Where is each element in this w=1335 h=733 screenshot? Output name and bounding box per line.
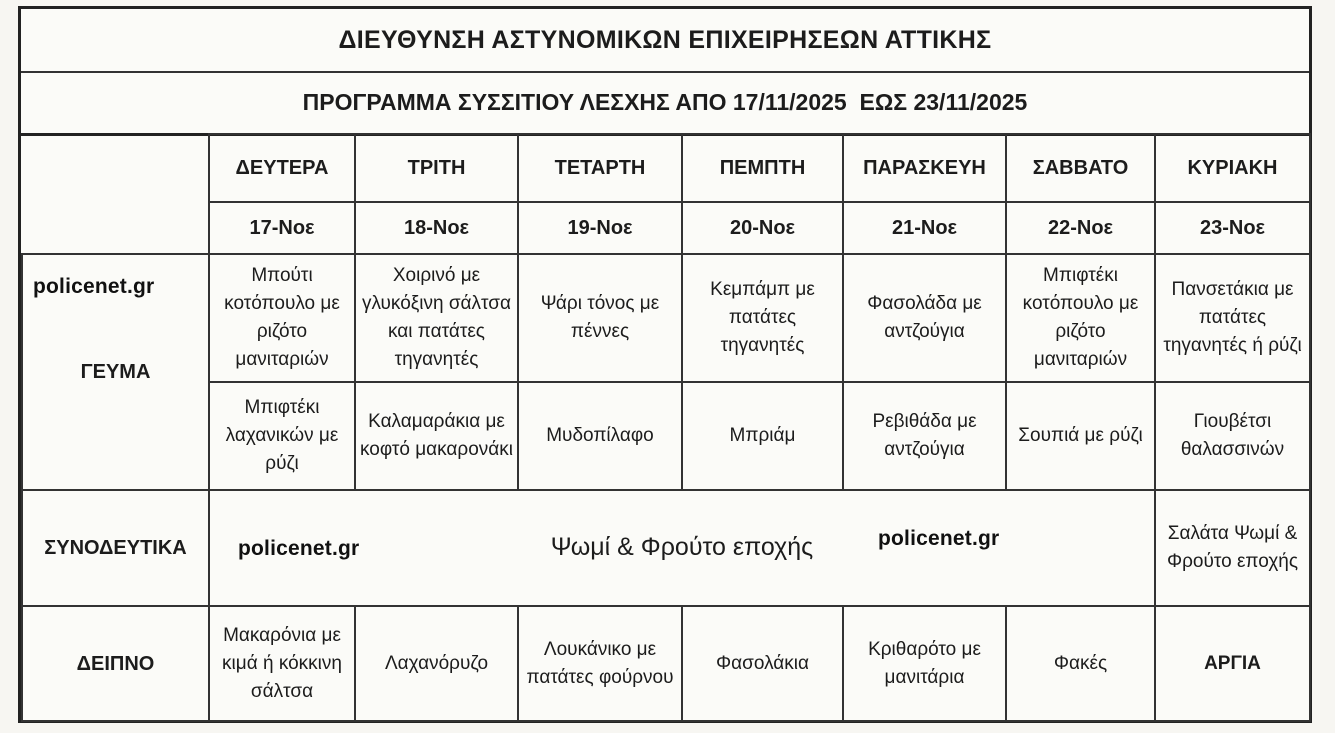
day-name: ΠΑΡΑΣΚΕΥΗ — [843, 134, 1006, 202]
dinner-cell: Φακές — [1006, 606, 1155, 721]
day-date: 23-Νοε — [1155, 202, 1310, 254]
lunch-cell: Μπούτι κοτόπουλο με ριζότο μανιταριών — [209, 254, 355, 382]
lunch-cell: Χοιρινό με γλυκόξινη σάλτσα και πατάτες τηγανητές — [355, 254, 518, 382]
lunch-alt-cell: Ρεβιθάδα με αντζούγια — [843, 382, 1006, 490]
dinner-cell: Κριθαρότο με μανιτάρια — [843, 606, 1006, 721]
day-date: 21-Νοε — [843, 202, 1006, 254]
subtitle-text: ΠΡΟΓΡΑΜΜΑ ΣΥΣΣΙΤΙΟΥ ΛΕΣΧΗΣ ΑΠΟ 17/11/2025 ΕΩΣ 23/11/2025 — [302, 88, 1028, 115]
day-name: ΠΕΜΠΤΗ — [682, 134, 843, 202]
menu-document — [18, 6, 1312, 723]
day-date: 19-Νοε — [518, 202, 682, 254]
title-text: ΔΙΕΥΘΥΝΣΗ ΑΣΤΥΝΟΜΙΚΩΝ ΕΠΙΧΕΙΡΗΣΕΩΝ ΑΤΤΙΚΗΣ — [338, 25, 992, 54]
lunch-label: ΓΕΥΜΑ — [80, 361, 151, 383]
lunch-alt-cell: Σουπιά με ρύζι — [1006, 382, 1155, 490]
lunch-alt-cell: Μυδοπίλαφο — [518, 382, 682, 490]
sides-row — [22, 490, 1310, 606]
lunch-alt-cell: Γιουβέτσι θαλασσινών — [1155, 382, 1310, 490]
menu-table — [21, 133, 1311, 722]
dinner-cell: Φασολάκια — [682, 606, 843, 721]
dinner-cell: Μακαρόνια με κιμά ή κόκκινη σάλτσα — [209, 606, 355, 721]
lunch-row-1 — [22, 254, 1310, 382]
lunch-alt-cell: Καλαμαράκια με κοφτό μακαρονάκι — [355, 382, 518, 490]
lunch-cell: Κεμπάμπ με πατάτες τηγανητές — [682, 254, 843, 382]
document-subtitle — [21, 71, 1309, 136]
lunch-alt-cell: Μπιφτέκι λαχανικών με ρύζι — [209, 382, 355, 490]
dinner-label: ΔΕΙΠΝΟ — [22, 606, 209, 721]
lunch-alt-cell: Μπριάμ — [682, 382, 843, 490]
day-date: 17-Νοε — [209, 202, 355, 254]
day-dates-row — [22, 202, 1310, 254]
sides-label: ΣΥΝΟΔΕΥΤΙΚΑ — [22, 490, 209, 606]
sides-weekdays-cell — [209, 490, 1155, 606]
watermark: policenet.gr — [33, 275, 155, 298]
day-name: ΣΑΒΒΑΤΟ — [1006, 134, 1155, 202]
day-date: 22-Νοε — [1006, 202, 1155, 254]
lunch-row-2 — [22, 382, 1310, 490]
document-title — [21, 9, 1309, 73]
lunch-cell: Ψάρι τόνος με πέννες — [518, 254, 682, 382]
sides-weekdays-text: Ψωμί & Φρούτο εποχής — [550, 532, 814, 561]
day-name: ΔΕΥΤΕΡΑ — [209, 134, 355, 202]
day-name: ΤΡΙΤΗ — [355, 134, 518, 202]
day-date: 20-Νοε — [682, 202, 843, 254]
day-date: 18-Νοε — [355, 202, 518, 254]
dinner-cell: Λουκάνικο με πατάτες φούρνου — [518, 606, 682, 721]
corner-cell — [22, 134, 209, 254]
day-name: ΚΥΡΙΑΚΗ — [1155, 134, 1310, 202]
lunch-cell: Πανσετάκια με πατάτες τηγανητές ή ρύζι — [1155, 254, 1310, 382]
lunch-cell: Μπιφτέκι κοτόπουλο με ριζότο μανιταριών — [1006, 254, 1155, 382]
watermark: policenet.gr — [238, 537, 360, 560]
dinner-cell: ΑΡΓΙΑ — [1155, 606, 1310, 721]
lunch-label-cell — [22, 254, 209, 490]
watermark: policenet.gr — [878, 527, 1000, 550]
dinner-row — [22, 606, 1310, 721]
sides-sunday-cell: Σαλάτα Ψωμί & Φρούτο εποχής — [1155, 490, 1310, 606]
lunch-cell: Φασολάδα με αντζούγια — [843, 254, 1006, 382]
day-names-row — [22, 134, 1310, 202]
day-name: ΤΕΤΑΡΤΗ — [518, 134, 682, 202]
dinner-cell: Λαχανόρυζο — [355, 606, 518, 721]
